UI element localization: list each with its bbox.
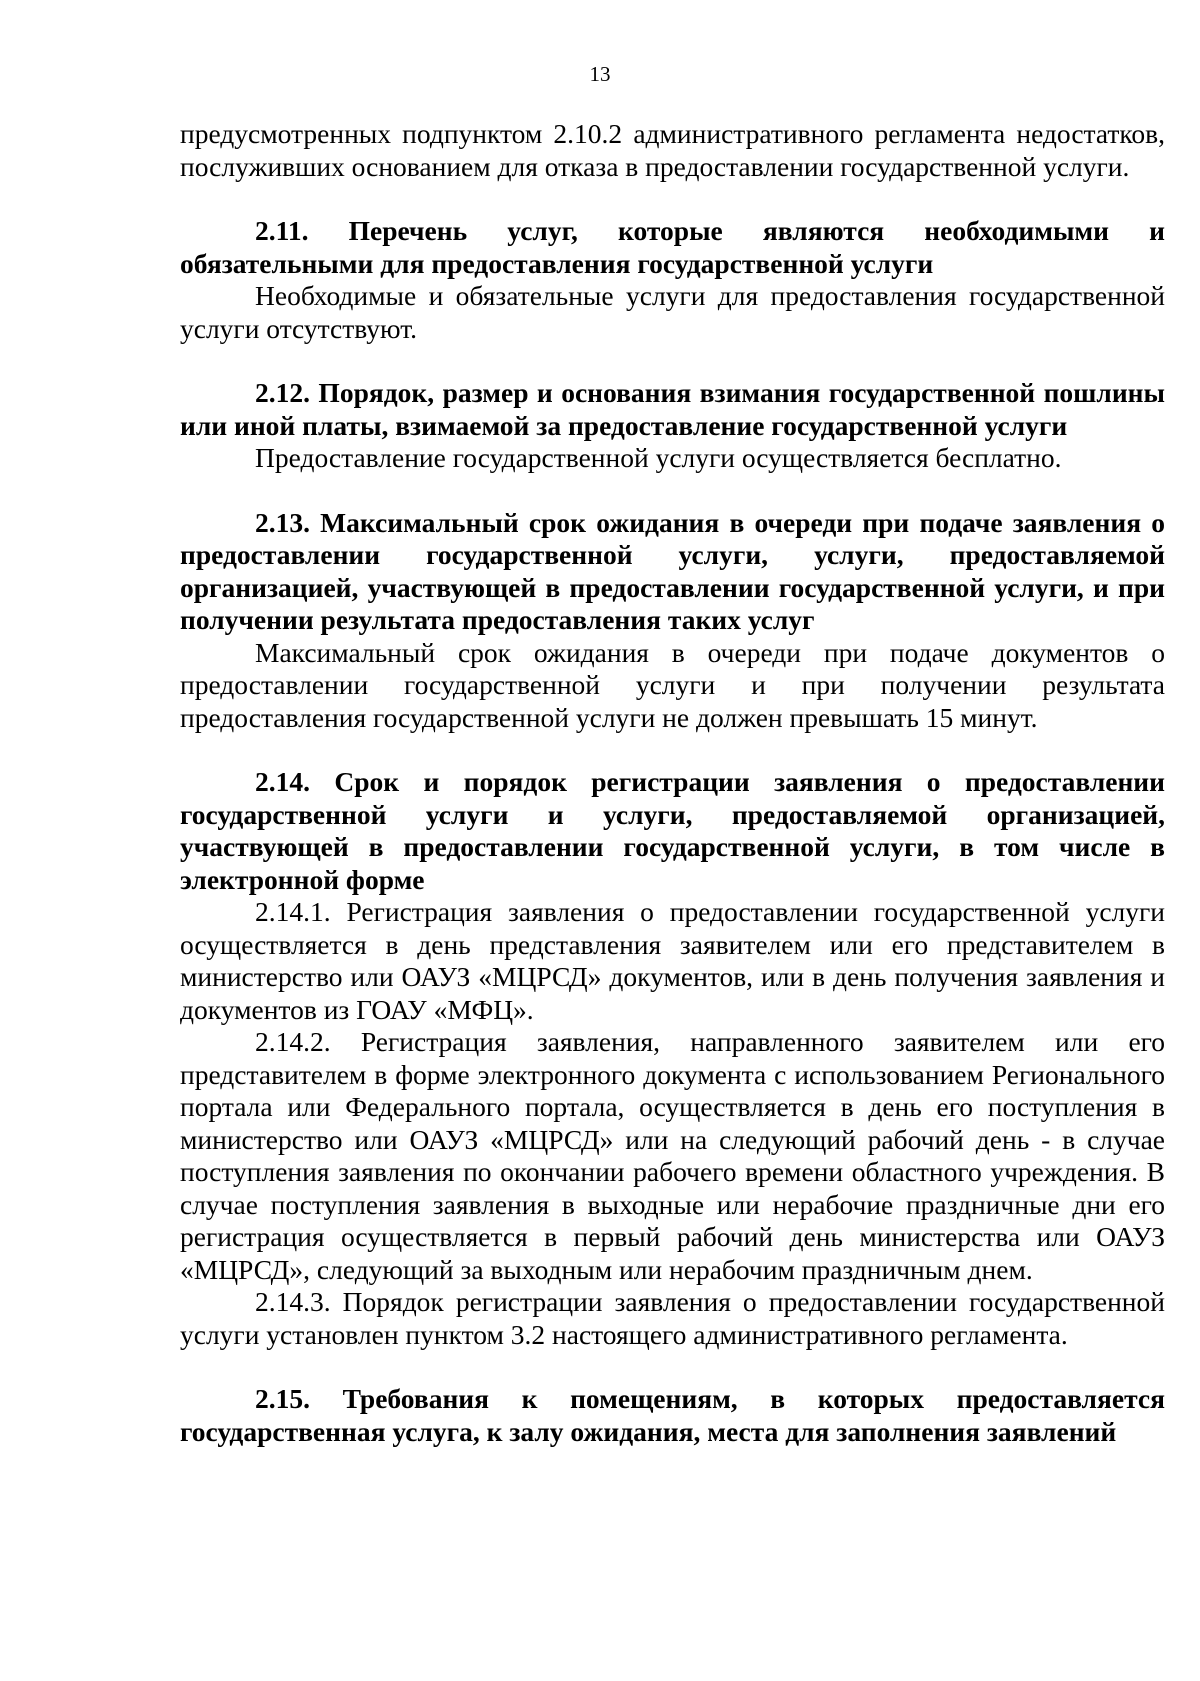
section-heading-2-13: 2.13. Максимальный срок ожидания в очереди при подаче заявления о предоставлении государственной услуги, услуги, предоставляемой организацией, участвующей в предоставлении государственной услуги, и при получении результата предоставления таких услуг	[180, 506, 1165, 635]
paragraph-2-14-2: 2.14.2. Регистрация заявления, направленного заявителем или его представителем в форме электронного документа с использованием Регионального портала или Федерального портала, осуществляется в день его поступления в министерство или ОАУЗ «МЦРСД» или на следующий рабочий день - в случае поступления заявления по окончании рабочего времени областного учреждения. В случае поступления заявления в выходные или нерабочие праздничные дни его регистрация осуществляется в первый рабочий день министерства или ОАУЗ «МЦРСД», следующий за выходным или нерабочим праздничным днем.	[180, 1026, 1165, 1285]
section-heading-2-14: 2.14. Срок и порядок регистрации заявления о предоставлении государственной услуги и услуги, предоставляемой организацией, участвующей в предоставлении государственной услуги, в том числе в электронной форме	[180, 766, 1165, 895]
section-heading-2-15: 2.15. Требования к помещениям, в которых предоставляется государственная услуга, к залу ожидания, места для заполнения заявлений	[180, 1383, 1165, 1447]
paragraph-2-11: Необходимые и обязательные услуги для предоставления государственной услуги отсутствуют.	[180, 280, 1165, 344]
page-number: 13	[589, 62, 611, 86]
section-heading-2-11: 2.11. Перечень услуг, которые являются необходимыми и обязательными для предоставления государственной услуги	[180, 215, 1165, 279]
document-body	[180, 118, 1165, 1448]
section-heading-2-12: 2.12. Порядок, размер и основания взимания государственной пошлины или иной платы, взимаемой за предоставление государственной услуги	[180, 377, 1165, 441]
section-gap	[180, 345, 1165, 377]
section-gap	[180, 475, 1165, 507]
section-gap	[180, 183, 1165, 215]
intro-paragraph: предусмотренных подпунктом 2.10.2 административного регламента недостатков, послуживших основанием для отказа в предоставлении государственной услуги.	[180, 118, 1165, 182]
section-gap	[180, 1351, 1165, 1383]
paragraph-2-12: Предоставление государственной услуги осуществляется бесплатно.	[255, 442, 1062, 473]
section-gap	[180, 734, 1165, 766]
paragraph-2-13: Максимальный срок ожидания в очереди при подаче документов о предоставлении государственной услуги и при получении результата предоставления государственной услуги не должен превышать 15 минут.	[180, 636, 1165, 733]
paragraph-2-14-1: 2.14.1. Регистрация заявления о предоставлении государственной услуги осуществляется в день представления заявителем или его представителем в министерство или ОАУЗ «МЦРСД» документов, или в день получения заявления и документов из ГОАУ «МФЦ».	[180, 896, 1165, 1025]
paragraph-2-14-3: 2.14.3. Порядок регистрации заявления о предоставлении государственной услуги установлен пунктом 3.2 настоящего административного регламента.	[180, 1286, 1165, 1350]
